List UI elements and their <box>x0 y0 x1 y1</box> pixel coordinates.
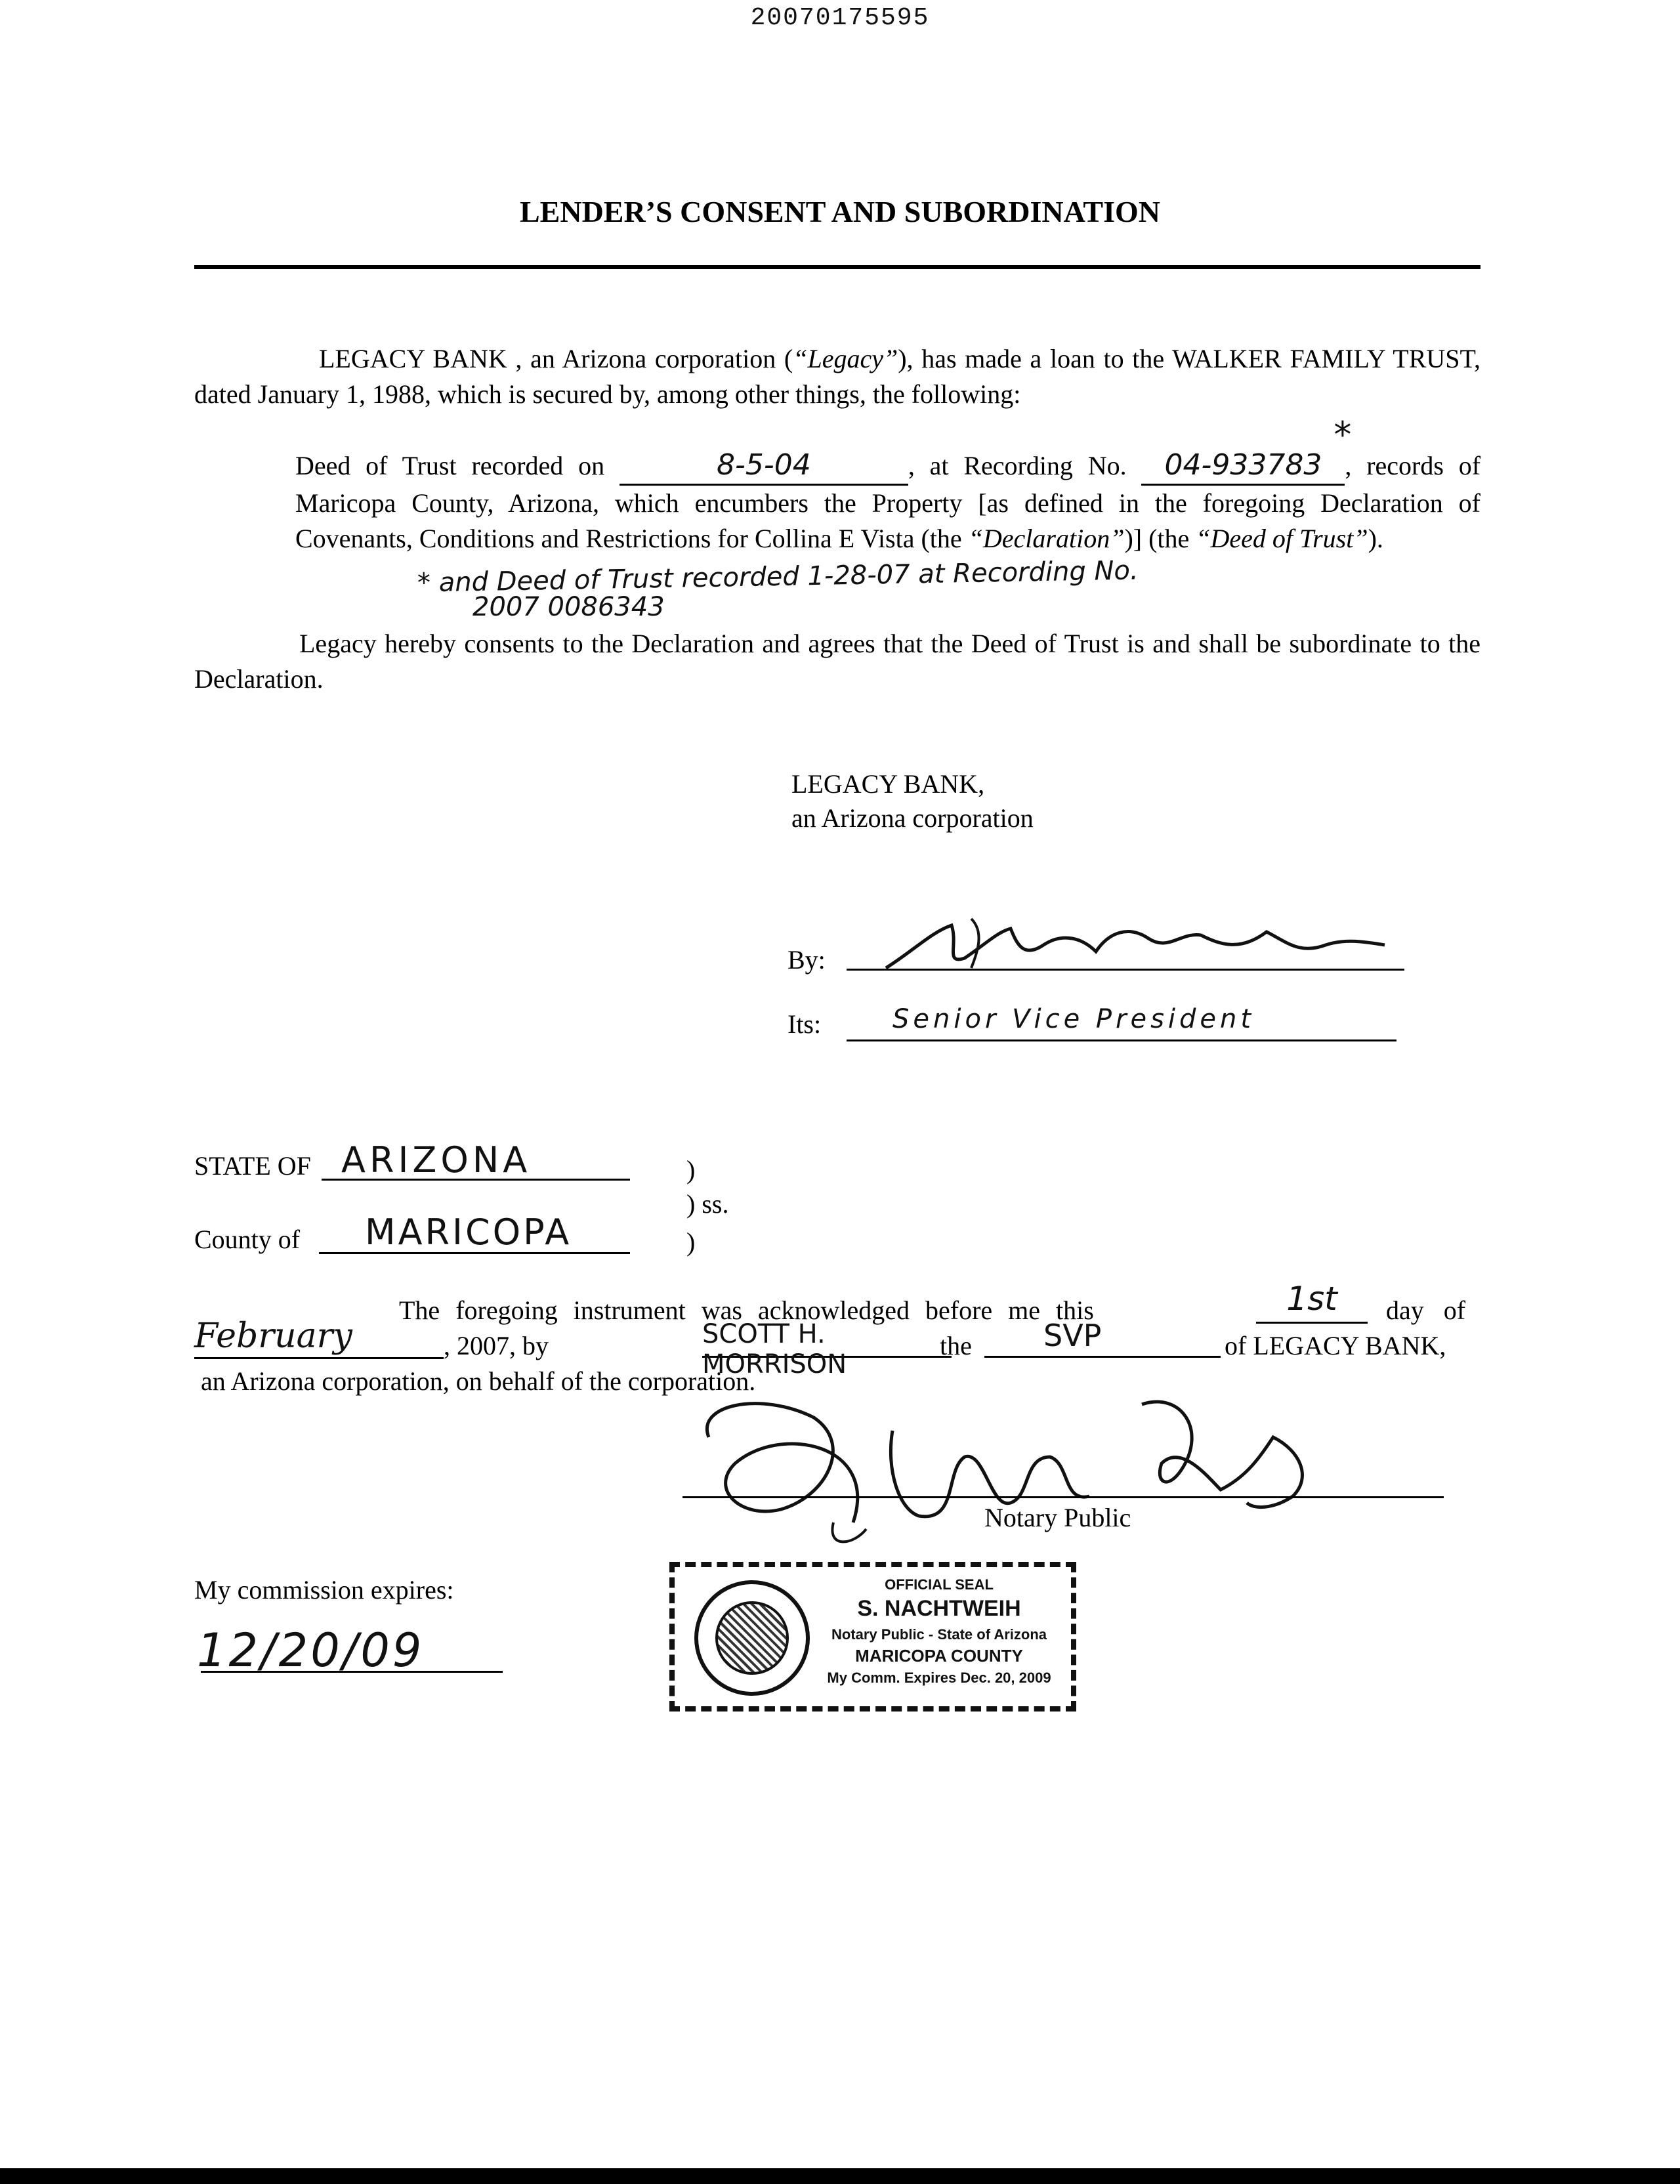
deed-recorded-value: 8-5-04 <box>717 448 811 482</box>
county-field <box>319 1211 630 1254</box>
person-value: SCOTT H. MORRISON <box>702 1319 847 1379</box>
commission-label: My commission expires: <box>194 1575 454 1605</box>
month-value: February <box>194 1316 352 1356</box>
ack-text-5: of LEGACY BANK, <box>1225 1331 1446 1360</box>
deed-recording-no-value: 04-933783 <box>1164 448 1322 482</box>
seal-line-4: MARICOPA COUNTY <box>855 1646 1023 1666</box>
seal-line-3: Notary Public - State of Arizona <box>831 1626 1047 1643</box>
officer-signature <box>873 906 1398 978</box>
state-label: STATE OF <box>194 1151 311 1181</box>
deed-recording-no-field <box>1141 414 1352 486</box>
deed-recorded-field <box>620 448 908 486</box>
deed-asterisk: * <box>1334 414 1352 455</box>
person-field <box>702 1319 952 1379</box>
deed-text-records: , records of Maricopa County, Arizona, which encumbers the Property [as defined in the foregoing Declaration of Covenants, Conditions and Restrictions for Collina E Vista (the <box>295 451 1481 553</box>
county-paren: ) <box>686 1227 696 1257</box>
seal-line-1: OFFICIAL SEAL <box>885 1576 994 1593</box>
seal-line-5: My Comm. Expires Dec. 20, 2009 <box>827 1670 1051 1686</box>
deed-paragraph <box>295 414 1481 556</box>
its-value: Senior Vice President <box>892 1004 1255 1034</box>
ack-text-1: The foregoing instrument was acknowledged before me this <box>399 1295 1094 1325</box>
intro-text-2: ), has made a loan to the WALKER FAMILY TRUST, dated January 1, 1988, which is secured by, among other things, the following: <box>194 344 1480 409</box>
record-number: 20070175595 <box>750 4 930 32</box>
bank-description: an Arizona corporation <box>791 803 1034 833</box>
ack-text-4: the <box>940 1331 972 1360</box>
document-title: LENDER’S CONSENT AND SUBORDINATION <box>520 195 1160 228</box>
legacy-term: “Legacy” <box>793 344 898 373</box>
ack-text-3: , 2007, by <box>444 1331 549 1360</box>
deed-text-end: ). <box>1368 524 1383 553</box>
consent-paragraph: Legacy hereby consents to the Declaration and agrees that the Deed of Trust is and shall be subordinate to the Declaration. <box>194 629 1480 694</box>
month-field <box>194 1316 444 1359</box>
notary-signature-line <box>682 1496 1444 1498</box>
title-rule <box>194 265 1480 269</box>
its-label: Its: <box>788 1009 822 1039</box>
county-label: County of <box>194 1225 301 1254</box>
ack-text-2: day of <box>1386 1295 1466 1325</box>
by-label: By: <box>788 945 826 975</box>
day-value: 1st <box>1286 1280 1337 1318</box>
handwritten-note-line1: * and Deed of Trust recorded 1-28-07 at Recording No. <box>417 555 1139 598</box>
deed-recording-no-label: , at Recording No. <box>908 451 1127 480</box>
title-field <box>984 1318 1221 1358</box>
state-field <box>322 1139 630 1181</box>
deed-of-trust-term: “Deed of Trust” <box>1196 524 1368 553</box>
ack-text-6: an Arizona corporation, on behalf of the corporation. <box>201 1366 756 1396</box>
notary-public-label: Notary Public <box>984 1503 1131 1532</box>
intro-paragraph <box>194 341 1480 412</box>
commission-value: 12/20/09 <box>197 1624 425 1677</box>
official-seal-stamp <box>669 1562 1076 1712</box>
state-value: ARIZONA <box>341 1139 532 1181</box>
deed-recorded-label: Deed of Trust recorded on <box>295 451 605 480</box>
intro-text-1: LEGACY BANK , an Arizona corporation ( <box>319 344 793 373</box>
ss-label: ) ss. <box>686 1189 729 1219</box>
title-value: SVP <box>1043 1318 1102 1353</box>
its-line <box>847 1040 1396 1041</box>
declaration-term: “Declaration” <box>968 524 1125 553</box>
deed-text-mid: )] (the <box>1124 524 1196 553</box>
seal-line-2: S. NACHTWEIH <box>857 1596 1021 1621</box>
day-field <box>1256 1280 1368 1324</box>
state-seal-icon <box>694 1580 810 1696</box>
state-paren: ) <box>686 1155 696 1185</box>
county-value: MARICOPA <box>365 1211 572 1253</box>
bank-name: LEGACY BANK, <box>791 769 985 799</box>
handwritten-note-line2: 2007 0086343 <box>472 592 665 622</box>
scan-bottom-edge <box>0 2168 1680 2184</box>
seal-emblem <box>715 1601 789 1675</box>
